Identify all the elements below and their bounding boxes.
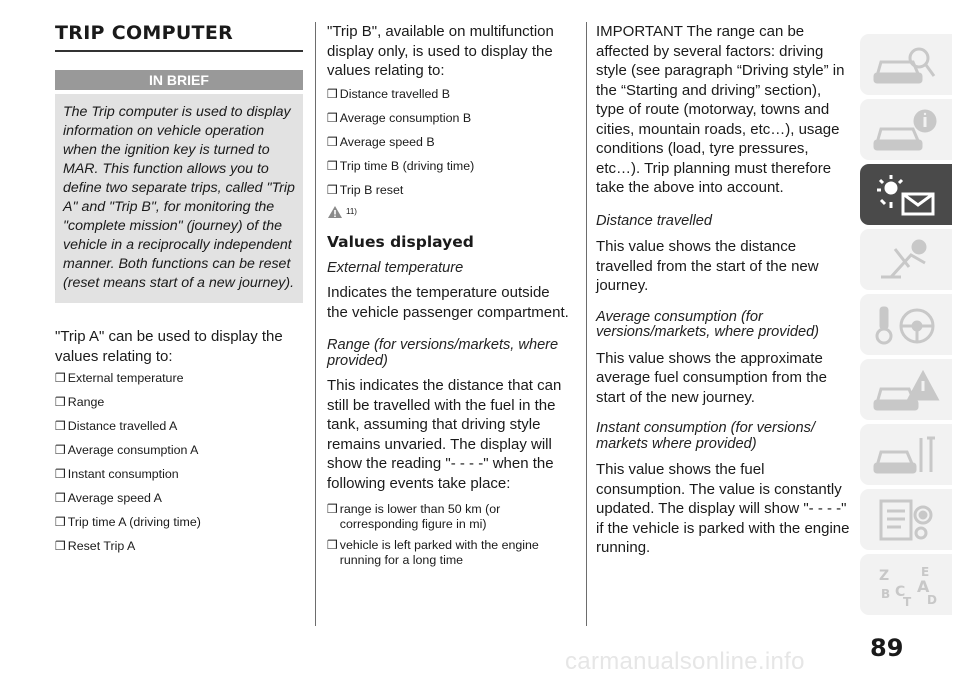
airbag-person-icon xyxy=(871,237,941,283)
checkbox-bullet-icon: ❒ xyxy=(327,158,338,173)
svg-text:E: E xyxy=(921,564,930,579)
tab-safety[interactable] xyxy=(860,229,952,290)
values-heading: Values displayed xyxy=(327,232,474,251)
list-item: ❒ Trip time B (driving time) xyxy=(327,158,475,173)
car-info-icon xyxy=(871,107,941,153)
checkbox-bullet-icon: ❒ xyxy=(327,182,338,197)
list-item: ❒ Average speed B xyxy=(327,134,435,149)
checkbox-bullet-icon: ❒ xyxy=(55,371,66,385)
list-item: ❒ Distance travelled A xyxy=(55,419,178,433)
svg-text:T: T xyxy=(903,594,912,608)
svg-text:B: B xyxy=(881,586,891,601)
list-item: ❒ vehicle is left parked with the engine running for a long time xyxy=(327,538,539,567)
distance-heading: Distance travelled xyxy=(596,212,712,229)
list-item: ❒ Average consumption B xyxy=(327,110,472,125)
svg-text:C: C xyxy=(895,583,906,600)
watermark: carmanualsonline.info xyxy=(565,648,805,675)
trip-a-list xyxy=(55,371,303,554)
car-search-icon xyxy=(871,42,941,88)
checkbox-bullet-icon: ❒ xyxy=(55,515,66,529)
list-item: ❒ External temperature xyxy=(55,371,184,385)
list-item: ❒ Average speed A xyxy=(55,491,162,505)
checkbox-bullet-icon: ❒ xyxy=(55,491,66,505)
car-tools-icon xyxy=(871,432,941,478)
warning-reference xyxy=(327,205,574,219)
column-1 xyxy=(55,22,303,563)
page-number: 89 xyxy=(870,634,904,662)
ext-temp-heading: External temperature xyxy=(327,259,464,276)
range-heading: Range (for versions/markets, where provided) xyxy=(327,337,559,369)
checkbox-bullet-icon: ❒ xyxy=(327,110,338,125)
inst-cons-heading: Instant consumption (for versions/ markets where provided) xyxy=(596,420,816,452)
tab-starting-and-driving[interactable] xyxy=(860,294,952,355)
title-underline xyxy=(55,50,303,52)
list-item: ❒ range is lower than 50 km (or corresponding figure in mi) xyxy=(327,502,501,531)
warning-ref-number: 11) xyxy=(346,207,357,216)
list-item: ❒ Distance travelled B xyxy=(327,86,450,101)
tab-warning-lights[interactable] xyxy=(860,164,952,225)
tab-technical-specifications[interactable] xyxy=(860,489,952,550)
ext-temp-text: Indicates the temperature outside the vehicle passenger compartment. xyxy=(327,284,569,321)
svg-text:D: D xyxy=(927,592,937,607)
car-warning-icon xyxy=(871,367,941,413)
list-item: ❒ Trip B reset xyxy=(327,182,404,197)
alphabet-index-icon xyxy=(871,562,941,608)
range-list xyxy=(327,502,574,568)
dashboard-light-mail-icon xyxy=(871,172,941,218)
tab-instrument-panel[interactable] xyxy=(860,99,952,160)
checkbox-bullet-icon: ❒ xyxy=(55,419,66,433)
range-text: This indicates the distance that can still be travelled with the fuel in the tank, assuming that driving style remains unvaried. The display will show the reading "- - - -" when the following events take place: xyxy=(327,377,562,492)
section-tab-sidebar xyxy=(860,34,960,619)
list-item: ❒ Trip time A (driving time) xyxy=(55,515,201,529)
in-brief-text: The Trip computer is used to display information on vehicle operation when the ignition key is turned to MAR. This function allows you to define two separate trips, called "Trip A" and "Trip B", for monitoring the "complete mission" (journey) of the vehicle in a reciprocally independent manner. Both functions can be reset (reset means start of a new journey). xyxy=(63,104,295,291)
trip-b-list xyxy=(327,87,574,198)
checkbox-bullet-icon: ❒ xyxy=(327,538,338,552)
checkbox-bullet-icon: ❒ xyxy=(55,539,66,553)
in-brief-box xyxy=(55,94,303,303)
tab-index[interactable] xyxy=(860,554,952,615)
svg-text:A: A xyxy=(917,576,930,596)
list-item: ❒ Average consumption A xyxy=(55,443,199,457)
svg-text:Z: Z xyxy=(879,567,890,584)
inst-cons-text: This value shows the fuel consumption. The value is constantly updated. The display will show "- - - -" if the vehicle is parked with the engine running. xyxy=(596,461,850,556)
tab-knowing-your-car[interactable] xyxy=(860,34,952,95)
distance-text: This value shows the distance travelled from the start of the new journey. xyxy=(596,238,819,294)
tab-servicing-and-care[interactable] xyxy=(860,424,952,485)
trip-b-intro: "Trip B", available on multifunction display only, is used to display the values relating to: xyxy=(327,23,554,79)
column-divider xyxy=(586,22,587,626)
checkbox-bullet-icon: ❒ xyxy=(55,467,66,481)
checkbox-bullet-icon: ❒ xyxy=(55,395,66,409)
list-item: ❒ Instant consumption xyxy=(55,467,179,481)
tab-in-an-emergency[interactable] xyxy=(860,359,952,420)
avg-cons-text: This value shows the approximate average fuel consumption from the start of the new journey. xyxy=(596,349,827,406)
checkbox-bullet-icon: ❒ xyxy=(327,502,338,516)
list-item: ❒ Reset Trip A xyxy=(55,539,136,553)
checkbox-bullet-icon: ❒ xyxy=(55,443,66,457)
checkbox-bullet-icon: ❒ xyxy=(327,134,338,149)
important-text: IMPORTANT The range can be affected by several factors: driving style (see paragraph “Driving style” in the “Starting and driving” section), type of route (motorway, towns and cities, mountain roads, etc…), usage conditions (load, tyre pressures, etc…). Trip planning must therefore take the above into account. xyxy=(596,23,845,196)
checkbox-bullet-icon: ❒ xyxy=(327,86,338,101)
key-steering-wheel-icon xyxy=(871,302,941,348)
document-gear-icon xyxy=(871,497,941,543)
avg-cons-heading: Average consumption (for versions/markets, where provided) xyxy=(596,308,820,340)
column-2 xyxy=(327,22,574,574)
column-3 xyxy=(596,22,850,558)
warning-triangle-icon xyxy=(327,205,343,219)
section-title: TRIP COMPUTER xyxy=(55,22,234,44)
trip-a-intro: "Trip A" can be used to display the values relating to: xyxy=(55,328,283,365)
column-divider xyxy=(315,22,316,626)
in-brief-heading: IN BRIEF xyxy=(55,70,303,90)
list-item: ❒ Range xyxy=(55,395,105,409)
